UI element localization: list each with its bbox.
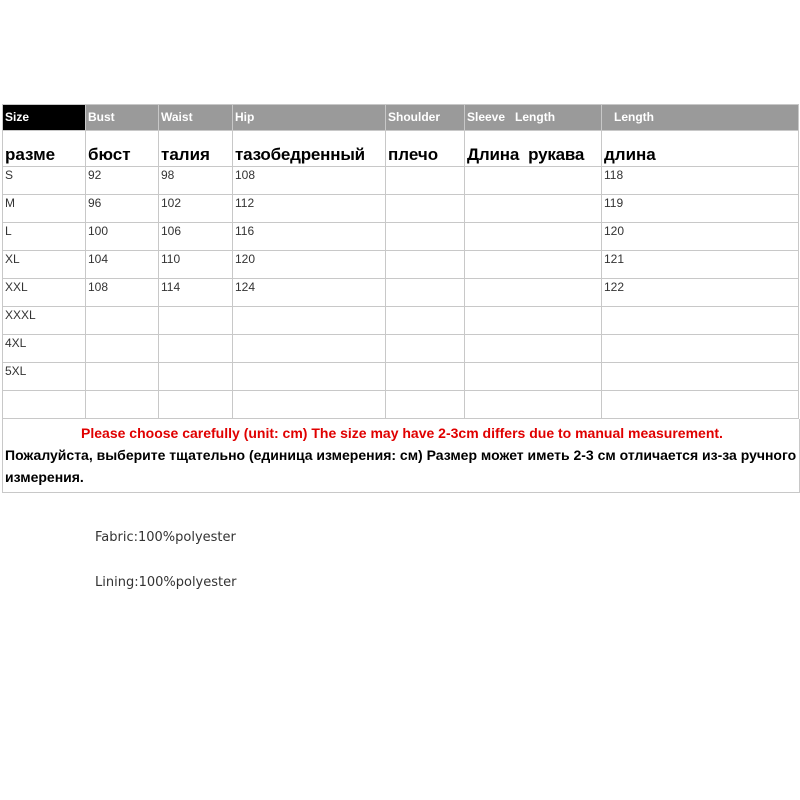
header-ru-shoulder: плечо — [386, 131, 465, 167]
cell-bust: 96 — [86, 195, 159, 223]
header-ru-length: длина — [602, 131, 799, 167]
header-en-shoulder: Shoulder — [386, 105, 465, 131]
cell-sleeve-length — [465, 223, 602, 251]
cell-length: 121 — [602, 251, 799, 279]
table-row — [3, 167, 799, 195]
table-row — [3, 363, 799, 391]
header-ru-bust: бюст — [86, 131, 159, 167]
cell-waist — [159, 335, 233, 363]
table-row — [3, 195, 799, 223]
cell-hip — [233, 307, 386, 335]
header-en-size: Size — [3, 105, 86, 131]
cell-waist: 98 — [159, 167, 233, 195]
cell-sleeve-length — [465, 279, 602, 307]
cell-sleeve-length — [465, 335, 602, 363]
cell-sleeve-length — [465, 363, 602, 391]
cell-size: 5XL — [3, 363, 86, 391]
cell-sleeve-length — [465, 195, 602, 223]
cell-waist: 102 — [159, 195, 233, 223]
table-row — [3, 251, 799, 279]
cell-bust — [86, 307, 159, 335]
cell-bust — [86, 335, 159, 363]
cell-waist: 110 — [159, 251, 233, 279]
cell-sleeve-length — [465, 307, 602, 335]
cell-hip: 112 — [233, 195, 386, 223]
cell-hip — [233, 391, 386, 419]
cell-size: XXL — [3, 279, 86, 307]
cell-hip: 124 — [233, 279, 386, 307]
note-english: Please choose carefully (unit: cm) The size may have 2-3cm differs due to manual measurement. — [81, 425, 723, 441]
header-en-sleeve-length: Sleeve Length — [465, 105, 602, 131]
header-en-waist: Waist — [159, 105, 233, 131]
cell-waist — [159, 391, 233, 419]
cell-bust: 100 — [86, 223, 159, 251]
note-russian: Пожалуйста, выберите тщательно (единица измерения: см) Размер может иметь 2-3 см отличается из-за ручного измерения. — [5, 447, 797, 485]
fabric-info: Fabric:100%polyester — [95, 530, 236, 545]
cell-size: XXXL — [3, 307, 86, 335]
table-row — [3, 391, 799, 419]
cell-bust: 108 — [86, 279, 159, 307]
cell-length — [602, 307, 799, 335]
table-row — [3, 335, 799, 363]
header-ru-size: разме — [3, 131, 86, 167]
cell-shoulder — [386, 391, 465, 419]
size-table — [2, 104, 799, 419]
cell-hip: 108 — [233, 167, 386, 195]
header-ru-hip: тазобедренный — [233, 131, 386, 167]
cell-shoulder — [386, 279, 465, 307]
cell-sleeve-length — [465, 251, 602, 279]
measurement-note — [2, 419, 800, 493]
cell-shoulder — [386, 251, 465, 279]
table-row — [3, 279, 799, 307]
cell-waist — [159, 307, 233, 335]
header-row-ru — [3, 131, 799, 167]
cell-length: 119 — [602, 195, 799, 223]
cell-shoulder — [386, 195, 465, 223]
cell-waist — [159, 363, 233, 391]
cell-size: 4XL — [3, 335, 86, 363]
cell-shoulder — [386, 335, 465, 363]
header-en-length: Length — [602, 105, 799, 131]
header-en-bust: Bust — [86, 105, 159, 131]
cell-shoulder — [386, 223, 465, 251]
cell-length: 120 — [602, 223, 799, 251]
cell-length: 118 — [602, 167, 799, 195]
cell-bust: 104 — [86, 251, 159, 279]
cell-length — [602, 363, 799, 391]
cell-waist: 106 — [159, 223, 233, 251]
cell-shoulder — [386, 307, 465, 335]
cell-shoulder — [386, 363, 465, 391]
header-ru-waist: талия — [159, 131, 233, 167]
cell-bust — [86, 363, 159, 391]
cell-sleeve-length — [465, 391, 602, 419]
table-row — [3, 223, 799, 251]
header-row-en — [3, 105, 799, 131]
cell-size: S — [3, 167, 86, 195]
cell-size — [3, 391, 86, 419]
table-row — [3, 307, 799, 335]
cell-hip: 116 — [233, 223, 386, 251]
cell-bust: 92 — [86, 167, 159, 195]
cell-length — [602, 391, 799, 419]
cell-bust — [86, 391, 159, 419]
header-ru-sleeve-length: Длина рукава — [465, 131, 602, 167]
cell-size: M — [3, 195, 86, 223]
cell-shoulder — [386, 167, 465, 195]
cell-hip — [233, 335, 386, 363]
size-chart — [2, 104, 798, 493]
cell-length: 122 — [602, 279, 799, 307]
header-en-hip: Hip — [233, 105, 386, 131]
cell-size: L — [3, 223, 86, 251]
cell-length — [602, 335, 799, 363]
cell-hip — [233, 363, 386, 391]
cell-waist: 114 — [159, 279, 233, 307]
cell-size: XL — [3, 251, 86, 279]
cell-sleeve-length — [465, 167, 602, 195]
lining-info: Lining:100%polyester — [95, 575, 237, 590]
cell-hip: 120 — [233, 251, 386, 279]
